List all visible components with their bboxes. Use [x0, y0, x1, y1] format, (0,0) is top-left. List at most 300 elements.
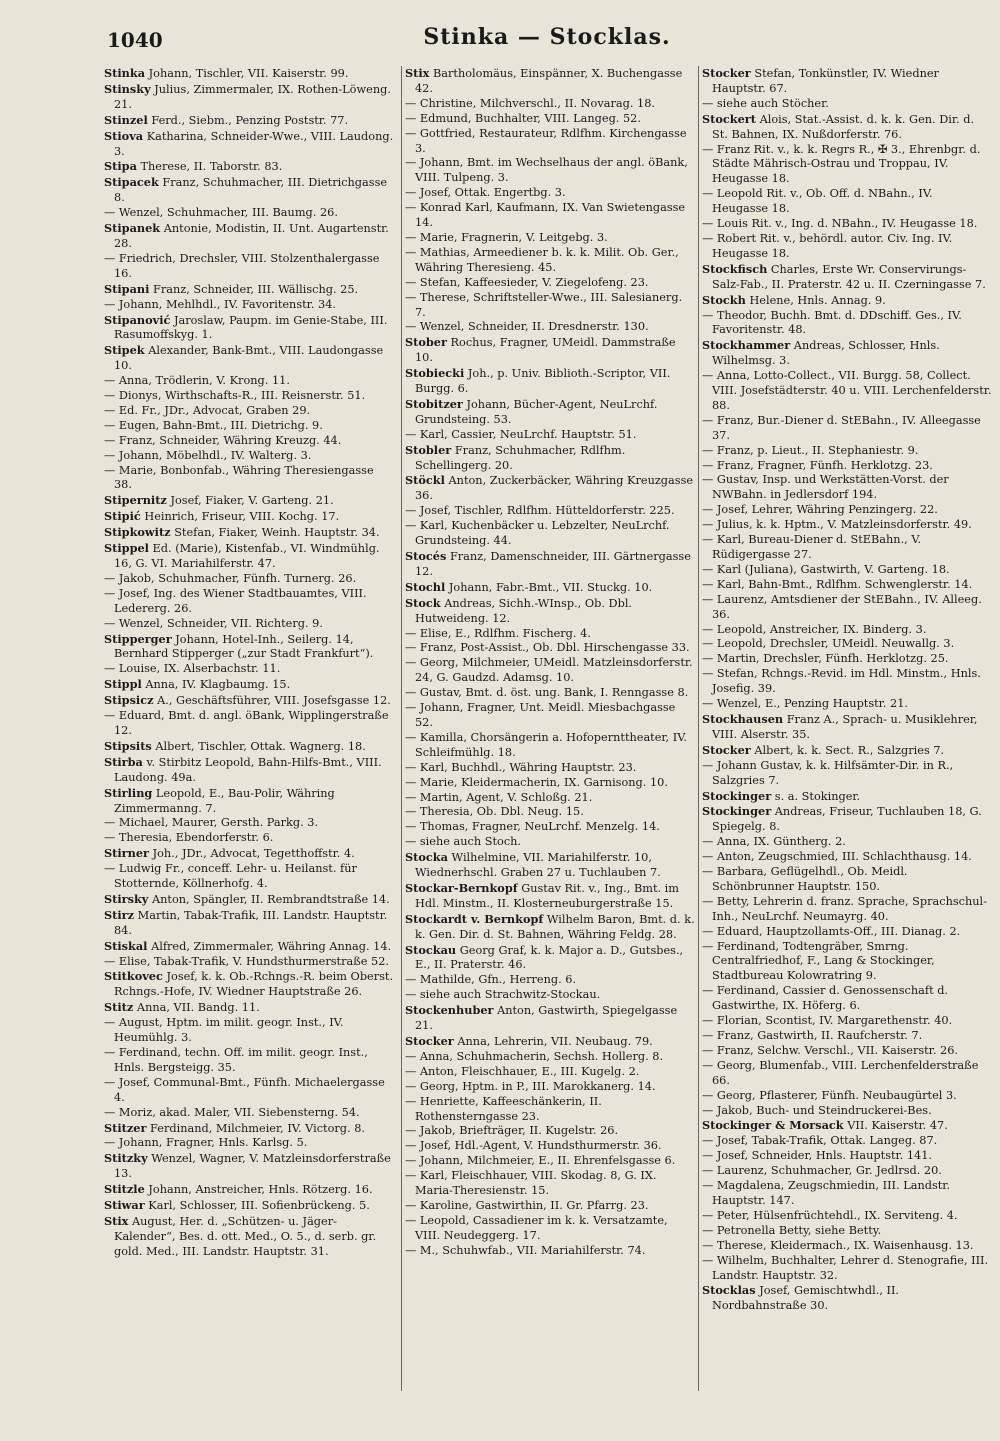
entry-details: — Therese, Kleidermach., IX. Waisenhausg. 13.	[702, 1238, 974, 1252]
entry-details: — Wenzel, Schuhmacher, III. Baumg. 26.	[104, 206, 338, 220]
directory-entry	[104, 1198, 394, 1214]
directory-entry	[405, 805, 695, 820]
entry-details: Albert, k. k. Sect. R., Salzgries 7.	[754, 743, 945, 757]
entry-details: — Georg, Hptm. in P., III. Marokkanerg. 14.	[405, 1079, 656, 1093]
directory-entry	[104, 449, 394, 464]
entry-details: Stefan, Tonkünstler, IV. Wiedner Hauptstr. 67.	[712, 67, 939, 95]
entry-details: — Gustav, Bmt. d. öst. ung. Bank, I. Renngasse 8.	[405, 686, 689, 700]
entry-details: Katharina, Schneider-Wwe., VIII. Laudong. 3.	[114, 129, 394, 158]
entry-details: — Eduard, Bmt. d. angl. öBank, Wipplingerstraße 12.	[104, 709, 389, 737]
directory-entry	[405, 1050, 695, 1065]
directory-entry	[702, 1224, 992, 1239]
entry-details: — siehe auch Strachwitz-Stockau.	[405, 988, 601, 1002]
directory-entry	[104, 662, 394, 677]
entry-details: — Wenzel, E., Penzing Hauptstr. 21.	[702, 697, 908, 711]
directory-entry	[405, 66, 695, 97]
entry-details: — Leopold, Cassadiener im k. k. Versatzamte, VIII. Neudeggerg. 17.	[405, 1213, 668, 1242]
directory-entry	[104, 632, 394, 663]
directory-entry	[405, 443, 695, 474]
entry-details: — Therese, Schriftsteller-Wwe., III. Salesianerg. 7.	[405, 290, 683, 319]
entry-details: — Theresia, Ebendorferstr. 6.	[104, 831, 274, 845]
directory-entry	[104, 892, 394, 908]
entry-surname: Stocker	[702, 66, 751, 80]
directory-entry	[104, 129, 394, 160]
entry-details: VII. Kaiserstr. 47.	[847, 1119, 948, 1133]
entry-surname: Stockardt v. Bernkopf	[405, 911, 544, 926]
directory-entry	[104, 908, 394, 939]
entry-details: — Betty, Lehrerin d. franz. Sprache, Sprachschul-Inh., NeuLrchf. Neumayrg. 40.	[702, 894, 987, 923]
directory-entry	[405, 1214, 695, 1244]
directory-entry	[104, 113, 394, 129]
entry-details: Jaroslaw, Paupm. im Genie-Stabe, III. Rasumoffskyg. 1.	[114, 313, 388, 342]
entry-details: — Thomas, Fragner, NeuLrchf. Menzelg. 14.	[405, 820, 660, 834]
directory-entry	[104, 939, 394, 955]
entry-surname: Stockhausen	[702, 711, 784, 726]
entry-details: — Karl, Bureau-Diener d. StEBahn., V. Rüdigergasse 27.	[702, 533, 922, 561]
directory-entry	[405, 246, 695, 276]
entry-details: — Karl, Cassier, NeuLrchf. Hauptstr. 51.	[405, 427, 637, 441]
entry-details: — Martin, Agent, V. Schloßg. 21.	[405, 790, 593, 804]
directory-entry	[104, 493, 394, 509]
directory-entry	[104, 66, 394, 82]
directory-entry	[405, 641, 695, 656]
directory-entry	[702, 217, 992, 232]
entry-details: — Peter, Hülsenfrüchtehdl., IX. Serviteng. 4.	[702, 1208, 958, 1222]
directory-entry	[104, 816, 394, 831]
directory-entry	[405, 1080, 695, 1095]
columns-container	[104, 66, 992, 1391]
entry-details: — Leopold Rit. v., Ob. Off. d. NBahn., IV. Heugasse 18.	[702, 187, 933, 216]
directory-entry	[405, 627, 695, 642]
directory-entry	[702, 593, 992, 623]
entry-surname: Stinsky	[104, 81, 151, 96]
entry-details: — Jakob, Briefträger, II. Kugelstr. 26.	[405, 1124, 619, 1138]
entry-details: — Julius, k. k. Hptm., V. Matzleinsdorferstr. 49.	[702, 518, 972, 532]
directory-entry	[405, 1154, 695, 1169]
entry-details: — Karoline, Gastwirthin, II. Gr. Pfarrg. 23.	[405, 1198, 649, 1212]
entry-details: Franz A., Sprach- u. Musiklehrer, VIII. Alserstr. 35.	[712, 712, 978, 741]
directory-entry	[104, 343, 394, 374]
entry-details: v. Stirbitz Leopold, Bahn-Hilfs-Bmt., VIII. Laudong. 49a.	[114, 755, 382, 784]
directory-entry	[405, 731, 695, 761]
directory-entry	[702, 369, 992, 414]
directory-entry	[104, 82, 394, 113]
directory-entry	[405, 320, 695, 335]
entry-details: — Friedrich, Drechsler, VIII. Stolzenthalergasse 16.	[104, 251, 380, 280]
entry-details: Heinrich, Friseur, VIII. Kochg. 17.	[144, 510, 340, 524]
page-number: 1040	[107, 28, 163, 52]
directory-entry	[104, 755, 394, 786]
directory-entry	[702, 309, 992, 339]
directory-entry	[104, 617, 394, 632]
entry-details: Johann, Bücher-Agent, NeuLrchf. Grundsteing. 53.	[415, 397, 658, 426]
entry-surname: Stöckl	[405, 473, 445, 488]
entry-details: Franz, Schneider, III. Wällischg. 25.	[153, 282, 359, 296]
entry-details: Joh., p. Univ. Biblioth.-Scriptor, VII. Burgg. 6.	[415, 367, 671, 396]
entry-details: — siehe auch Stoch.	[405, 835, 522, 849]
entry-details: Anton, Gastwirth, Spiegelgasse 21.	[415, 1004, 678, 1033]
entry-details: — Elise, E., Rdlfhm. Fischerg. 4.	[405, 626, 591, 640]
directory-entry	[104, 955, 394, 970]
entry-details: Martin, Tabak-Trafik, III. Landstr. Hauptstr. 84.	[114, 908, 388, 937]
entry-surname: Stober	[405, 335, 447, 350]
entry-details: — Franz Rit. v., k. k. Regrs R., ✠ 3., Ehrenbgr. d. Städte Mährisch-Ostrau und Troppau, IV. Heugasse 18.	[702, 142, 981, 186]
entry-surname: Stirsky	[104, 891, 149, 906]
directory-entry	[702, 143, 992, 188]
directory-entry	[702, 459, 992, 474]
entry-details: — Eugen, Bahn-Bmt., III. Dietrichg. 9.	[104, 418, 323, 432]
entry-details: — Franz, Selchw. Verschl., VII. Kaiserstr. 26.	[702, 1043, 958, 1057]
directory-entry	[104, 1046, 394, 1076]
entry-surname: Stockinger	[702, 804, 772, 819]
entry-surname: Stipacek	[104, 175, 159, 190]
entry-details: — Karl, Kuchenbäcker u. Lebzelter, NeuLrchf. Grundsteing. 44.	[405, 519, 670, 548]
entry-details: Andreas, Friseur, Tuchlauben 18, G. Spiegelg. 8.	[712, 805, 982, 834]
directory-entry	[405, 428, 695, 443]
entry-details: — Johann, Bmt. im Wechselhaus der angl. öBank, VIII. Tulpeng. 3.	[405, 156, 688, 185]
directory-entry	[104, 1106, 394, 1121]
directory-entry	[104, 1136, 394, 1151]
directory-entry	[702, 1044, 992, 1059]
entry-details: — Magdalena, Zeugschmiedin, III. Landstr. Hauptstr. 147.	[702, 1179, 951, 1207]
directory-entry	[405, 335, 695, 366]
entry-details: — Johann, Fragner, Unt. Meidl. Miesbachgasse 52.	[405, 701, 676, 729]
entry-details: — Anton, Fleischhauer, E., III. Kugelg. 2.	[405, 1064, 640, 1078]
directory-entry	[405, 549, 695, 580]
entry-surname: Stobiecki	[405, 366, 465, 381]
entry-surname: Stocés	[405, 549, 447, 563]
directory-entry	[104, 786, 394, 817]
directory-entry	[702, 414, 992, 444]
directory-entry	[702, 533, 992, 563]
directory-entry	[104, 693, 394, 709]
entry-details: — Karl, Buchhdl., Währing Hauptstr. 23.	[405, 760, 637, 774]
directory-entry	[702, 293, 992, 309]
directory-entry	[104, 464, 394, 494]
entry-details: — Stefan, Kaffeesieder, V. Ziegelofeng. 23.	[405, 275, 649, 289]
directory-entry	[702, 1089, 992, 1104]
directory-entry	[702, 850, 992, 865]
directory-entry	[702, 865, 992, 895]
directory-entry	[405, 761, 695, 776]
entry-details: Johann, Anstreicher, Hnls. Rötzerg. 16.	[148, 1183, 373, 1197]
entry-details: Johann, Fabr.-Bmt., VII. Stuckg. 10.	[448, 580, 653, 594]
entry-details: — Gustav, Insp. und Werkstätten-Vorst. der NWBahn. in Jedlersdorf 194.	[702, 473, 949, 502]
directory-entry	[702, 623, 992, 638]
directory-entry	[405, 1199, 695, 1214]
entry-details: Leopold, E., Bau-Polir, Währing Zimmermanng. 7.	[114, 786, 335, 815]
directory-entry	[104, 587, 394, 617]
directory-entry	[104, 1076, 394, 1106]
directory-entry	[104, 221, 394, 252]
entry-details: — siehe auch Stöcher.	[702, 96, 829, 110]
directory-entry	[104, 252, 394, 282]
entry-details: — Josef, Ing. des Wiener Stadtbauamtes, VIII. Ledererg. 26.	[104, 586, 367, 615]
entry-surname: Stipanović	[104, 312, 171, 327]
directory-entry	[405, 1095, 695, 1125]
directory-entry	[702, 338, 992, 369]
entry-details: — Elise, Tabak-Trafik, V. Hundsthurmerstraße 52.	[104, 954, 390, 968]
directory-entry	[702, 759, 992, 789]
entry-details: — Franz, p. Lieut., II. Stephaniestr. 9.	[702, 443, 919, 457]
entry-details: — Mathilde, Gfn., Herreng. 6.	[405, 973, 577, 987]
directory-entry	[405, 519, 695, 549]
entry-details: Charles, Erste Wr. Conservirungs-Salz-Fab., II. Praterstr. 42 u. II. Czerningasse 7.	[712, 262, 986, 291]
directory-entry	[702, 667, 992, 697]
entry-details: Josef, Fiaker, V. Garteng. 21.	[170, 494, 334, 508]
directory-entry	[104, 1121, 394, 1137]
directory-entry	[702, 697, 992, 712]
directory-entry	[702, 895, 992, 925]
entry-details: Rochus, Fragner, UMeidl. Dammstraße 10.	[415, 336, 676, 365]
directory-entry	[104, 434, 394, 449]
directory-entry	[104, 175, 394, 206]
directory-entry	[405, 912, 695, 943]
directory-entry	[702, 637, 992, 652]
directory-entry	[405, 156, 695, 186]
directory-entry	[702, 835, 992, 850]
directory-entry	[104, 1016, 394, 1046]
directory-entry	[104, 709, 394, 739]
directory-entry	[702, 1209, 992, 1224]
entry-details: — Theodor, Buchh. Bmt. d. DDschiff. Ges., IV. Favoritenstr. 48.	[702, 308, 962, 337]
entry-surname: Stix	[104, 1213, 129, 1228]
entry-details: Therese, II. Taborstr. 83.	[140, 160, 283, 174]
directory-entry	[104, 159, 394, 175]
entry-details: — Mathias, Armeediener b. k. k. Milit. Ob. Ger., Währing Theresieng. 45.	[405, 245, 679, 274]
entry-details: Franz, Schuhmacher, III. Dietrichgasse 8.	[114, 176, 388, 205]
directory-entry	[405, 397, 695, 428]
directory-entry	[702, 578, 992, 593]
directory-entry	[405, 1124, 695, 1139]
entry-details: Anton, Zuckerbäcker, Währing Kreuzgasse 36.	[415, 474, 694, 503]
entry-details: — Franz, Gastwirth, II. Raufcherstr. 7.	[702, 1029, 923, 1042]
running-title: Stinka — Stocklas.	[423, 24, 671, 50]
entry-surname: Stipernitz	[104, 493, 167, 508]
directory-entry	[702, 743, 992, 759]
entry-details: — Josef, Communal-Bmt., Fünfh. Michaelergasse 4.	[104, 1075, 385, 1104]
entry-surname: Stipsits	[104, 738, 152, 753]
entry-details: Ferd., Siebm., Penzing Poststr. 77.	[151, 113, 349, 127]
entry-details: — Anna, IX. Güntherg. 2.	[702, 835, 846, 849]
directory-entry	[405, 97, 695, 112]
entry-details: Georg Graf, k. k. Major a. D., Gutsbes., E., II. Praterstr. 46.	[415, 943, 684, 972]
entry-details: — Johann, Milchmeier, E., II. Ehrenfelsgasse 6.	[405, 1154, 676, 1168]
entry-details: — Franz, Post-Assist., Ob. Dbl. Hirschengasse 33.	[405, 641, 690, 655]
entry-details: — Karl (Juliana), Gastwirth, V. Garteng. 18.	[702, 562, 950, 576]
directory-entry	[405, 973, 695, 988]
entry-details: — Christine, Milchverschl., II. Novarag. 18.	[405, 96, 655, 110]
entry-details: Franz, Schuhmacher, Rdlfhm. Schellingerg. 20.	[415, 443, 626, 472]
entry-surname: Stipić	[104, 509, 141, 524]
entry-surname: Stirba	[104, 754, 143, 769]
directory-entry	[405, 1003, 695, 1034]
directory-entry	[702, 652, 992, 667]
entry-details: — Ferdinand, Cassier d. Genossenschaft d. Gastwirthe, IX. Höferg. 6.	[702, 984, 949, 1013]
directory-entry	[405, 201, 695, 231]
directory-entry	[104, 509, 394, 525]
entry-surname: Stock	[405, 595, 441, 610]
directory-entry	[702, 518, 992, 533]
directory-entry	[702, 1059, 992, 1089]
entry-details: — Georg, Blumenfab., VIII. Lerchenfelderstraße 66.	[702, 1058, 979, 1087]
directory-entry	[104, 374, 394, 389]
directory-entry	[405, 186, 695, 201]
entry-details: — Josef, Hdl.-Agent, V. Hundsthurmerstr. 36.	[405, 1139, 662, 1153]
entry-details: — Josef, Schneider, Hnls. Hauptstr. 141.	[702, 1149, 933, 1163]
directory-entry	[702, 712, 992, 743]
entry-surname: Stinzel	[104, 112, 148, 127]
column-3	[698, 66, 992, 1391]
entry-details: Wilhelm Baron, Bmt. d. k. k. Gen. Dir. d. St. Bahnen, Währing Feldg. 28.	[415, 912, 695, 941]
entry-surname: Stitzle	[104, 1182, 145, 1197]
entry-details: — Barbara, Geflügelhdl., Ob. Meidl. Schönbrunner Hauptstr. 150.	[702, 865, 908, 893]
entry-details: Ed. (Marie), Kistenfab., VI. Windmühlg. 16, G. VI. Mariahilferstr. 47.	[114, 542, 380, 570]
directory-entry	[405, 1034, 695, 1050]
directory-entry	[702, 97, 992, 112]
entry-details: — Florian, Scontist, IV. Margarethenstr. 40.	[702, 1014, 953, 1028]
directory-entry	[405, 276, 695, 291]
directory-entry	[104, 1214, 394, 1260]
entry-surname: Stiskal	[104, 938, 148, 953]
directory-entry	[104, 282, 394, 298]
directory-entry	[405, 291, 695, 321]
entry-details: Alfred, Zimmermaler, Währing Annag. 14.	[151, 939, 392, 953]
directory-entry	[702, 1149, 992, 1164]
entry-details: Stefan, Fiaker, Weinh. Hauptstr. 34.	[174, 526, 380, 540]
entry-surname: Stinka	[104, 66, 146, 80]
directory-entry	[405, 1169, 695, 1199]
directory-entry	[104, 404, 394, 419]
entry-details: — Anton, Zeugschmied, III. Schlachthausg. 14.	[702, 850, 972, 864]
entry-surname: Stipanek	[104, 221, 161, 236]
column-2	[401, 66, 695, 1391]
entry-details: Anton, Spängler, II. Rembrandtstraße 14.	[151, 892, 390, 906]
entry-details: — Johann Gustav, k. k. Hilfsämter-Dir. in R., Salzgries 7.	[702, 758, 954, 787]
entry-details: Andreas, Sichh.-WInsp., Ob. Dbl. Hutweideng. 12.	[415, 596, 633, 625]
directory-entry	[405, 112, 695, 127]
directory-entry	[702, 1179, 992, 1209]
directory-entry	[104, 298, 394, 313]
entry-surname: Stipek	[104, 343, 145, 358]
entry-surname: Stiova	[104, 128, 144, 143]
entry-details: Antonie, Modistin, II. Unt. Augartenstr. 28.	[114, 222, 389, 250]
directory-entry	[405, 881, 695, 912]
entry-surname: Stitkovec	[104, 969, 163, 984]
entry-details: Karl, Schlosser, III. Sofienbrückeng. 5.	[148, 1199, 370, 1213]
directory-entry	[702, 503, 992, 518]
entry-details: — Georg, Pflasterer, Fünfh. Neubaugürtel 3.	[702, 1088, 957, 1102]
directory-entry	[405, 988, 695, 1003]
entry-details: — Johann, Mehlhdl., IV. Favoritenstr. 34.	[104, 297, 336, 311]
entry-details: — Wenzel, Schneider, II. Dresdnerstr. 130.	[405, 320, 649, 334]
directory-entry	[104, 1182, 394, 1198]
entry-details: — Karl, Fleischhauer, VIII. Skodag. 8, G. IX. Maria-Theresienstr. 15.	[405, 1169, 657, 1198]
entry-surname: Stix	[405, 66, 430, 80]
directory-entry	[104, 969, 394, 1000]
entry-surname: Stockhammer	[702, 338, 791, 353]
entry-surname: Stipkowitz	[104, 525, 171, 540]
entry-details: — Edmund, Buchhalter, VIII. Langeg. 52.	[405, 111, 641, 125]
entry-details: — Konrad Karl, Kaufmann, IX. Van Swietengasse 14.	[405, 201, 686, 230]
directory-entry	[104, 541, 394, 572]
entry-details: — Moriz, akad. Maler, VII. Siebensterng. 54.	[104, 1105, 360, 1119]
entry-details: Andreas, Schlosser, Hnls. Wilhelmsg. 3.	[712, 339, 940, 368]
entry-details: Josef, Gemischtwhdl., II. Nordbahnstraße 30.	[712, 1284, 900, 1313]
entry-details: — Stefan, Rchngs.-Revid. im Hdl. Minstm., Hnls. Josefig. 39.	[702, 667, 981, 696]
directory-entry	[702, 1029, 992, 1044]
directory-entry	[702, 1239, 992, 1254]
directory-entry	[702, 563, 992, 578]
entry-details: Johann, Hotel-Inh., Seilerg. 14, Bernhard Stipperger („zur Stadt Frankfurt“).	[114, 632, 374, 661]
entry-details: Helene, Hnls. Annag. 9.	[749, 293, 886, 307]
directory-entry	[702, 444, 992, 459]
entry-details: — Theresia, Ob. Dbl. Neug. 15.	[405, 805, 584, 819]
entry-details: — Josef, Ottak. Engertbg. 3.	[405, 186, 566, 200]
entry-details: — Henriette, Kaffeeschänkerin, II. Rothensterngasse 23.	[405, 1094, 602, 1123]
directory-entry	[702, 66, 992, 97]
entry-surname: Stipsicz	[104, 693, 154, 708]
column-1	[104, 66, 394, 1391]
entry-surname: Stipani	[104, 281, 150, 296]
directory-entry	[405, 1065, 695, 1080]
directory-entry	[405, 776, 695, 791]
directory-entry	[702, 1283, 992, 1314]
directory-entry	[104, 677, 394, 693]
entry-surname: Stirz	[104, 907, 135, 922]
entry-details: — Marie, Fragnerin, V. Leitgebg. 3.	[405, 230, 608, 244]
entry-details: s. a. Stokinger.	[774, 789, 861, 803]
directory-entry	[104, 739, 394, 755]
entry-surname: Stitz	[104, 1000, 134, 1015]
entry-surname: Stockinger & Morsack	[702, 1118, 844, 1133]
directory-entry	[702, 804, 992, 835]
entry-details: — Ed. Fr., JDr., Advocat, Graben 29.	[104, 403, 311, 417]
directory-entry	[104, 831, 394, 846]
entry-details: — Louis Rit. v., Ing. d. NBahn., IV. Heugasse 18.	[702, 217, 978, 231]
entry-surname: Stirling	[104, 785, 153, 800]
entry-surname: Stobitzer	[405, 396, 463, 411]
entry-details: — Josef, Tabak-Trafik, Ottak. Langeg. 87.	[702, 1134, 938, 1148]
directory-entry	[702, 789, 992, 805]
entry-surname: Stockh	[702, 292, 746, 307]
entry-details: — Jakob, Buch- und Steindruckerei-Bes.	[702, 1103, 932, 1117]
entry-details: Bartholomäus, Einspänner, X. Buchengasse 42.	[415, 67, 683, 95]
directory-entry	[405, 596, 695, 627]
directory-entry	[702, 232, 992, 262]
entry-details: — Anna, Lotto-Collect., VII. Burgg. 58, Collect. VIII. Josefstädterstr. 40 u. VIII. Lerchenfelderstr. 88.	[702, 369, 992, 412]
entry-details: — Georg, Milchmeier, UMeidl. Matzleinsdorferstr. 24, G. Gaudzd. Adamsg. 10.	[405, 656, 693, 685]
directory-entry	[104, 572, 394, 587]
entry-details: — Karl, Bahn-Bmt., Rdlfhm. Schwenglerstr. 14.	[702, 577, 973, 591]
directory-entry	[405, 943, 695, 974]
entry-details: — Michael, Maurer, Gersth. Parkg. 3.	[104, 816, 319, 830]
entry-surname: Stippl	[104, 677, 142, 692]
entry-surname: Stockert	[702, 111, 756, 126]
entry-surname: Stocker	[405, 1034, 454, 1048]
directory-entry	[104, 206, 394, 221]
directory-entry	[702, 1104, 992, 1119]
entry-details: — Franz, Fragner, Fünfh. Herklotzg. 23.	[702, 458, 933, 472]
entry-details: — Leopold, Drechsler, UMeidl. Neuwallg. 3.	[702, 637, 955, 651]
entry-details: — Ludwig Fr., conceff. Lehr- u. Heilanst. für Stotternde, Köllnerhofg. 4.	[104, 862, 357, 891]
entry-details: Johann, Tischler, VII. Kaiserstr. 99.	[148, 67, 349, 80]
entry-details: — Wilhelm, Buchhalter, Lehrer d. Stenografie, III. Landstr. Hauptstr. 32.	[702, 1253, 989, 1282]
entry-surname: Stockar-Bernkopf	[405, 880, 518, 895]
entry-details: — Ferdinand, techn. Off. im milit. geogr. Inst., Hnls. Bergsteigg. 35.	[104, 1046, 368, 1074]
directory-entry	[104, 862, 394, 892]
entry-surname: Stocklas	[702, 1283, 756, 1298]
